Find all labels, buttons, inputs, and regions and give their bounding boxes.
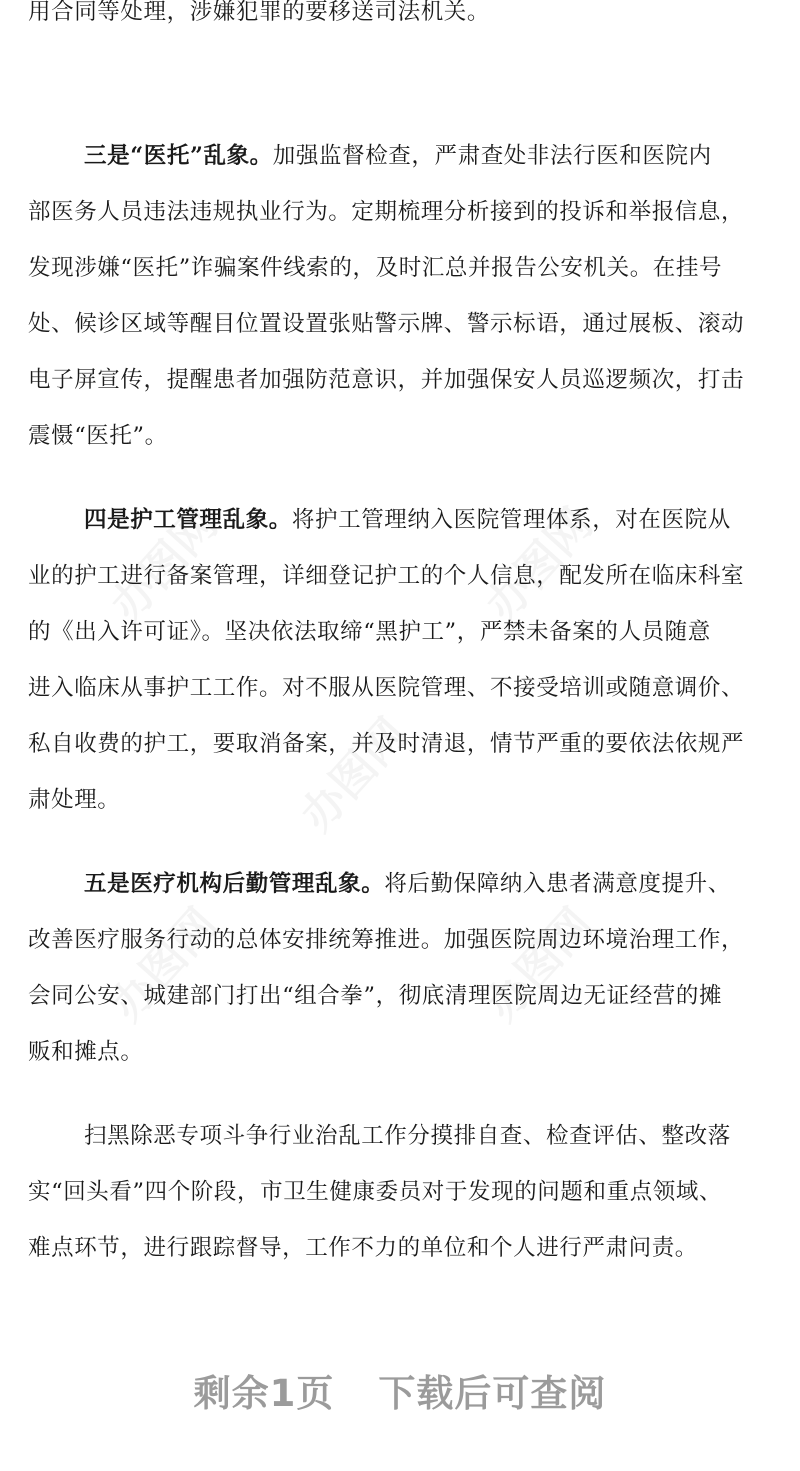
paragraph-text: 加强监督检查，严肃查处非法行医和医院内 (272, 143, 712, 169)
paragraph-text: 将护工管理纳入医院管理体系，对在医院从 (291, 507, 731, 533)
paragraph-line: 肃处理。 (28, 787, 121, 813)
watermark (283, 702, 419, 843)
paragraph-line: 贩和摊点。 (28, 1039, 144, 1065)
paragraph-line: 会同公安、城建部门打出“组合拳”，彻底清理医院周边无证经营的摊 (28, 983, 723, 1009)
paragraph-line: 的《出入许可证》。坚决依法取缔“黑护工”，严禁未备案的人员随意 (28, 619, 711, 645)
paragraph-line: 处、候诊区域等醒目位置设置张贴警示牌、警示标语，通过展板、滚动 (28, 311, 745, 337)
paragraph-line: 难点环节，进行跟踪督导，工作不力的单位和个人进行严肃问责。 (28, 1235, 698, 1261)
paragraph-line: 业的护工进行备案管理，详细登记护工的个人信息，配发所在临床科室 (28, 563, 745, 589)
paragraph-line: 私自收费的护工，要取消备案，并及时清退，情节严重的要依法依规严 (28, 731, 745, 757)
paragraph-line: 实“回头看”四个阶段，市卫生健康委员对于发现的问题和重点领域、 (28, 1179, 723, 1205)
section-4-first-line (84, 505, 784, 535)
watermark (93, 892, 229, 1033)
section-5-first-line (84, 869, 784, 899)
paragraph-line: 用合同等处理，涉嫌犯罪的要移送司法机关。 (28, 0, 491, 25)
paragraph-line: 进入临床从事护工工作。对不服从医院管理、不接受培训或随意调价、 (28, 675, 745, 701)
download-to-view-label: 下载后可查阅 (378, 1372, 607, 1415)
section-4-heading: 四是护工管理乱象。 (84, 507, 292, 533)
paragraph-line: 发现涉嫌“医托”诈骗案件线索的，及时汇总并报告公安机关。在挂号 (28, 255, 723, 281)
paragraph-line: 电子屏宣传，提醒患者加强防范意识，并加强保安人员巡逻频次，打击 (28, 367, 745, 393)
paragraph-line: 改善医疗服务行动的总体安排统筹推进。加强医院周边环境治理工作， (28, 927, 745, 953)
paragraph-text: 将后勤保障纳入患者满意度提升、 (384, 871, 731, 897)
paragraph-line: 部医务人员违法违规执业行为。定期梳理分析接到的投诉和举报信息， (28, 199, 745, 225)
section-5-heading: 五是医疗机构后勤管理乱象。 (84, 871, 385, 897)
download-prompt[interactable] (0, 1366, 800, 1422)
remaining-pages-label: 剩余1页 (193, 1372, 335, 1415)
paragraph-line: 扫黑除恶专项斗争行业治乱工作分摸排自查、检查评估、整改落 (84, 1123, 731, 1149)
watermark (468, 892, 604, 1033)
paragraph-line: 震慑“医托”。 (28, 423, 168, 449)
section-3-heading: 三是“医托”乱象。 (84, 143, 273, 169)
section-3-first-line (84, 141, 784, 171)
